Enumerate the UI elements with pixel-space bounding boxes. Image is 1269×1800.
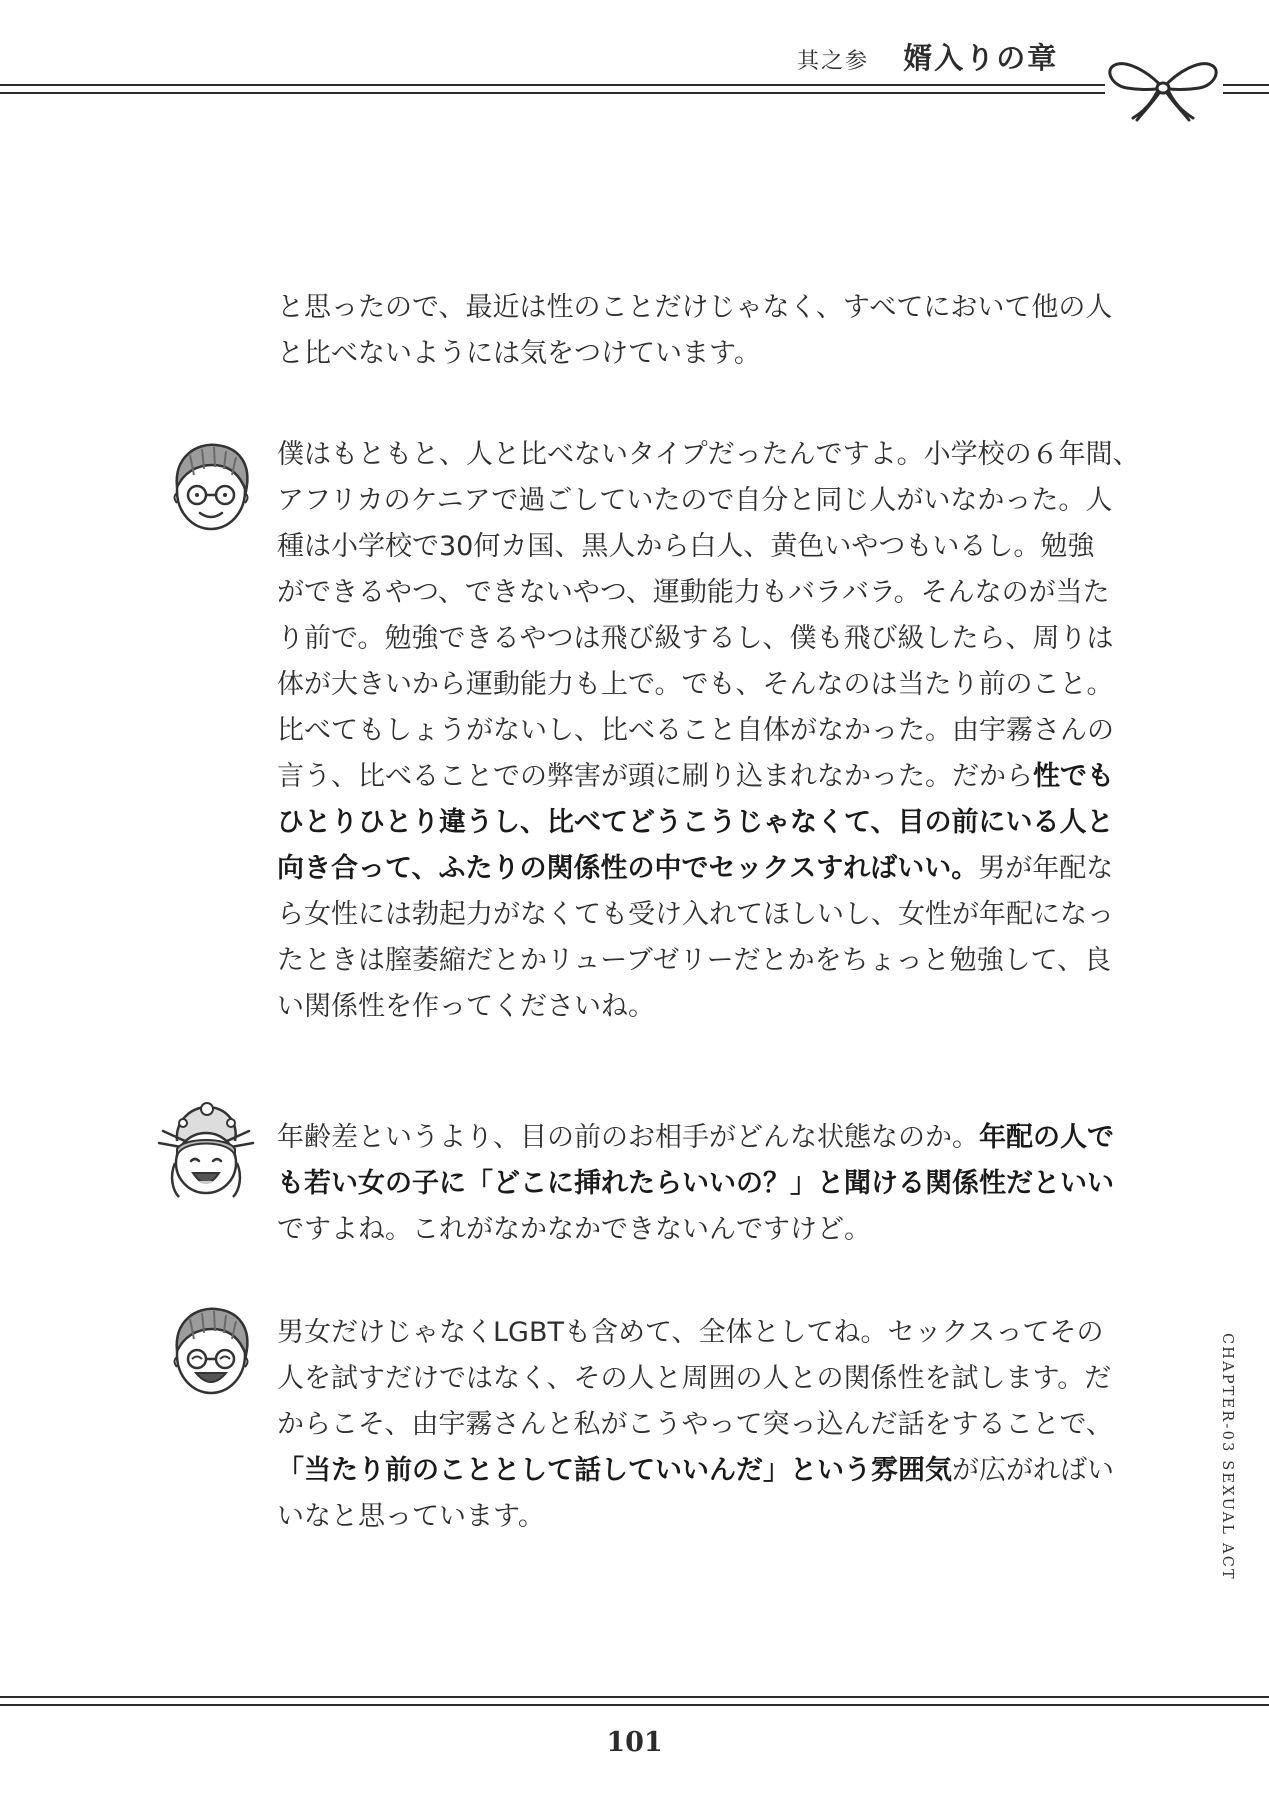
body-text: 僕はもともと、人と比べないタイプだったんですよ。小学校の６年間、 — [277, 439, 1140, 470]
man-with-glasses-avatar-icon — [160, 1299, 262, 1401]
body-text: たときは膣萎縮だとかリューブゼリーだとかをちょっと勉強して、良 — [277, 945, 1112, 976]
text-line — [277, 892, 1157, 938]
paragraph-4 — [277, 1310, 1157, 1540]
text-line — [277, 1161, 1157, 1207]
text-line — [277, 1115, 1157, 1161]
text-line — [277, 1356, 1157, 1402]
text-line — [277, 331, 1157, 377]
body-text: と思ったので、最近は性のことだけじゃなく、すべてにおいて他の人 — [277, 292, 1113, 323]
body-text: い関係性を作ってくださいね。 — [277, 991, 655, 1022]
text-line — [277, 800, 1157, 846]
text-line — [277, 570, 1157, 616]
chapter-number: 其之参 — [797, 49, 870, 74]
paragraph-1 — [277, 285, 1157, 377]
body-text: 年齢差というより、目の前のお相手がどんな状態なのか。 — [277, 1122, 979, 1153]
text-line — [277, 524, 1157, 570]
body-text: 人を試すだけではなく、その人と周囲の人との関係性を試します。だ — [277, 1363, 1112, 1394]
body-text: と比べないようには気をつけています。 — [277, 338, 761, 369]
text-line — [277, 846, 1157, 892]
text-line — [277, 1310, 1157, 1356]
body-text: ですよね。これがなかなかできないんですけど。 — [277, 1214, 871, 1245]
emphasis-text: 年配の人で — [979, 1122, 1114, 1153]
emphasis-text: も若い女の子に「どこに挿れたらいいの？」と聞ける関係性だといい — [277, 1168, 1114, 1199]
text-line — [277, 662, 1157, 708]
bow-ribbon-icon — [1105, 52, 1223, 124]
paragraph-2 — [277, 432, 1157, 1030]
emphasis-text: 向き合って、ふたりの関係性の中でセックスすればいい。 — [277, 853, 979, 884]
text-line — [277, 432, 1157, 478]
chapter-title: 婿入りの章 — [903, 41, 1059, 75]
text-line — [277, 285, 1157, 331]
body-text: 言う、比べることでの弊害が頭に刷り込まれなかった。だから — [277, 761, 1033, 792]
text-line — [277, 478, 1157, 524]
emphasis-text: ひとりひとり違うし、比べてどうこうじゃなくて、目の前にいる人と — [277, 807, 1114, 838]
text-line — [277, 1207, 1157, 1253]
footer-rule-lower — [0, 1704, 1269, 1706]
body-text: ができるやつ、できないやつ、運動能力もバラバラ。そんなのが当た — [277, 577, 1110, 608]
body-text: アフリカのケニアで過ごしていたので自分と同じ人がいなかった。人 — [277, 485, 1113, 516]
emphasis-text: 「当たり前のこととして話していいんだ」という雰囲気 — [277, 1455, 952, 1486]
body-text: 体が大きいから運動能力も上で。でも、そんなのは当たり前のこと。 — [277, 669, 1114, 700]
body-text: 種は小学校で30何カ国、黒人から白人、黄色いやつもいるし。勉強 — [277, 531, 1095, 562]
text-line — [277, 754, 1157, 800]
chapter-header — [797, 36, 1097, 77]
header-rule-upper — [0, 84, 1269, 86]
body-text: からこそ、由宇霧さんと私がこうやって突っ込んだ話をすることで、 — [277, 1409, 1113, 1440]
text-line — [277, 1402, 1157, 1448]
man-with-glasses-avatar-icon — [160, 435, 262, 537]
woman-with-hair-ornaments-avatar-icon — [155, 1101, 257, 1203]
page-number: 101 — [606, 1727, 663, 1758]
emphasis-text: 性でも — [1033, 761, 1114, 792]
body-text: 男が年配な — [978, 853, 1114, 884]
body-text: ら女性には勃起力がなくても受け入れてほしいし、女性が年配になっ — [277, 899, 1114, 930]
chapter-side-label: CHAPTER-03 SEXUAL ACT — [1219, 1333, 1235, 1581]
body-text: 比べてもしょうがないし、比べること自体がなかった。由宇霧さんの — [277, 715, 1114, 746]
text-line — [277, 1448, 1157, 1494]
header-rule-lower — [0, 92, 1269, 94]
body-text: いなと思っています。 — [277, 1501, 545, 1532]
text-line — [277, 938, 1157, 984]
body-text: 男女だけじゃなくLGBTも含めて、全体としてね。セックスってその — [277, 1317, 1104, 1348]
footer-rule-upper — [0, 1696, 1269, 1698]
body-text: が広がればい — [952, 1455, 1114, 1486]
text-line — [277, 1494, 1157, 1540]
text-line — [277, 708, 1157, 754]
body-text: り前で。勉強できるやつは飛び級するし、僕も飛び級したら、周りは — [277, 623, 1114, 654]
text-line — [277, 616, 1157, 662]
text-line — [277, 984, 1157, 1030]
paragraph-3 — [277, 1115, 1157, 1253]
